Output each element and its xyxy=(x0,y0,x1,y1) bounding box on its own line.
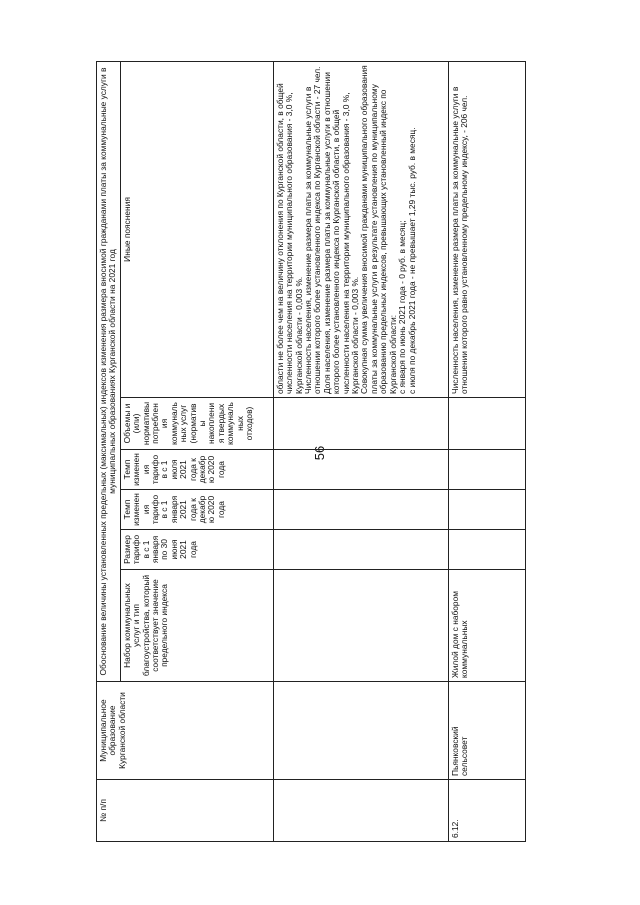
header-services: Набор коммунальных услуг и тип благоустройства, который соответствует значение предельного индекса xyxy=(120,570,273,682)
note-paragraph: области не более чем на величину отклонения по Курганской области, в общей численности населения на территории муниципального образования - 3,0 %, xyxy=(274,83,295,394)
table-row xyxy=(448,61,525,841)
note-paragraph: Численность населения, изменение размера платы за коммунальные услуги в отношении которого более установленного индекса по Курганской области - 27 чел. xyxy=(303,66,323,394)
cell-services xyxy=(273,570,448,682)
header-num: № п/п xyxy=(97,780,274,842)
note-paragraph: с июля по декабрь 2021 года - не превышает 1,29 тыс. руб. в месяц. xyxy=(406,127,417,394)
cell-services: Жилой дом с набором коммунальных xyxy=(448,570,525,682)
cell-tariff-rate-jan xyxy=(273,490,448,530)
cell-volumes xyxy=(273,398,448,450)
header-tariff-rate-jan: Темп изменения тарифов с 1 января 2021 года к декабрю 2020 года xyxy=(120,490,273,530)
table-header-row-top xyxy=(97,61,121,841)
header-notes: Иные пояснения xyxy=(120,61,273,397)
note-paragraph: Совокупная сумма увеличения вносимой гражданами муниципального образования платы за коммунальные услуги в результате установления по муниципальному образованию предельных индексов, превышающих установленный индекс по Курганской области: xyxy=(359,65,398,394)
note-paragraph: с января по июнь 2021 года - 0 руб. в месяц; xyxy=(397,220,408,394)
cell-municipality: Пьянковский сельсовет xyxy=(448,682,525,780)
cell-num xyxy=(273,780,448,842)
cell-tariff-rate-jan xyxy=(448,490,525,530)
note-paragraph: Курганской области - 0,003 %. xyxy=(293,276,304,394)
cell-notes xyxy=(448,61,525,397)
table-row xyxy=(273,61,448,841)
header-volumes: Объемы и (или) нормативы потребления коммунальных услуг (нормативы накопления твердых коммунальных отходов) xyxy=(120,398,273,450)
cell-num: 6.12. xyxy=(448,780,525,842)
document-sheet xyxy=(96,62,548,842)
header-justification: Обоснование величины установленных предельных (максимальных) индексов изменения размера вносимой гражданами платы за коммунальные услуги в муниципальных образованиях Курганской области на 2021 год xyxy=(97,61,121,681)
cell-tariff-rate-jul xyxy=(273,450,448,490)
justification-table xyxy=(96,61,526,842)
cell-tariff-size xyxy=(273,530,448,570)
note-paragraph: Численность населения, изменение размера платы за коммунальные услуги в отношении которого равно установленному предельному индексу, - 206 чел. xyxy=(449,86,470,394)
note-paragraph: Доля населения, изменение размера платы за коммунальные услуги в отношении которого более установленного индекса по Курганской области, в общей численности населения на территории муниципального образования - 3,0 %, Курганской области - 0,003 %. xyxy=(321,72,361,394)
page-number: 56 xyxy=(312,445,327,461)
cell-tariff-rate-jul xyxy=(448,450,525,490)
cell-municipality xyxy=(273,682,448,780)
header-tariff-size: Размер тарифов с 1 января по 30 июня 2021 года xyxy=(120,530,273,570)
cell-volumes xyxy=(448,398,525,450)
header-tariff-rate-jul: Темп изменения тарифов с 1 июля 2021 года к декабрю 2020 года xyxy=(120,450,273,490)
header-municipality: Муниципальное образование Курганской области xyxy=(97,682,274,780)
cell-notes xyxy=(273,61,448,397)
cell-tariff-size xyxy=(448,530,525,570)
